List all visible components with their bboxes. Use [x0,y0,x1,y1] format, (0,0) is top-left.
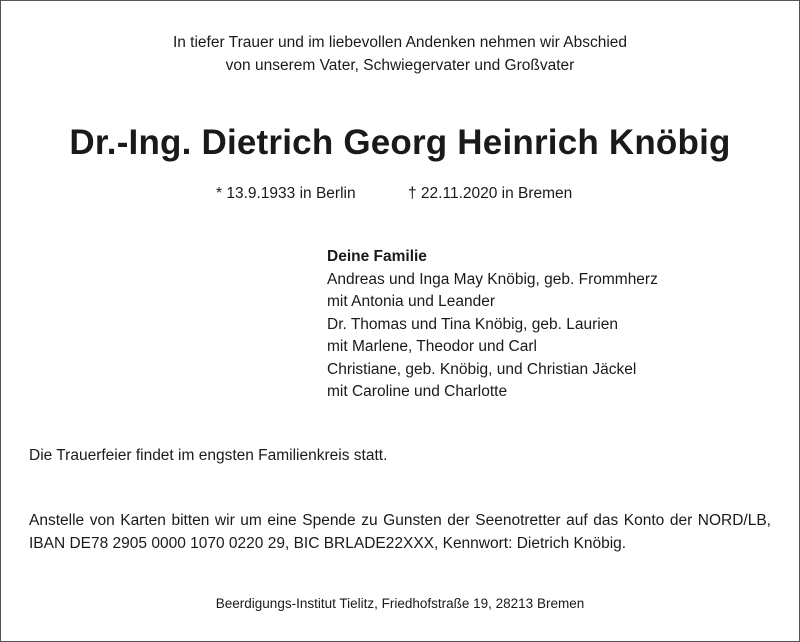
deceased-name: Dr.-Ing. Dietrich Georg Heinrich Knöbig [69,123,731,162]
family-heading: Deine Familie [327,248,427,265]
intro-line-2: von unserem Vater, Schwiegervater und Großvater [225,57,575,74]
intro-text [0,31,800,77]
birth-date: * 13.9.1933 in Berlin [216,185,356,202]
family-line: mit Antonia und Leander [327,293,496,310]
family-line: Andreas und Inga May Knöbig, geb. Frommherz [327,270,658,288]
death-date: † 22.11.2020 in Bremen [408,185,573,202]
family-line: mit Caroline und Charlotte [327,383,508,400]
family-line: Christiane, geb. Knöbig, und Christian Jäckel [327,360,637,378]
donation-note: Anstelle von Karten bitten wir um eine Spende zu Gunsten der Seenotretter auf das Konto der NORD/LB, IBAN DE78 2905 0000 1070 0220 29, BIC BRLADE22XXX, Kennwort: Dietrich Knöbig. [29,512,771,552]
family-block [327,246,658,404]
intro-line-1: In tiefer Trauer und im liebevollen Andenken nehmen wir Abschied [172,34,628,51]
family-line: Dr. Thomas und Tina Knöbig, geb. Laurien [327,315,618,333]
funeral-home-address: Beerdigungs-Institut Tielitz, Friedhofstraße 19, 28213 Bremen [215,596,585,611]
family-line: mit Marlene, Theodor und Carl [327,338,537,355]
ceremony-note: Die Trauerfeier findet im engsten Familienkreis statt. [29,447,388,464]
